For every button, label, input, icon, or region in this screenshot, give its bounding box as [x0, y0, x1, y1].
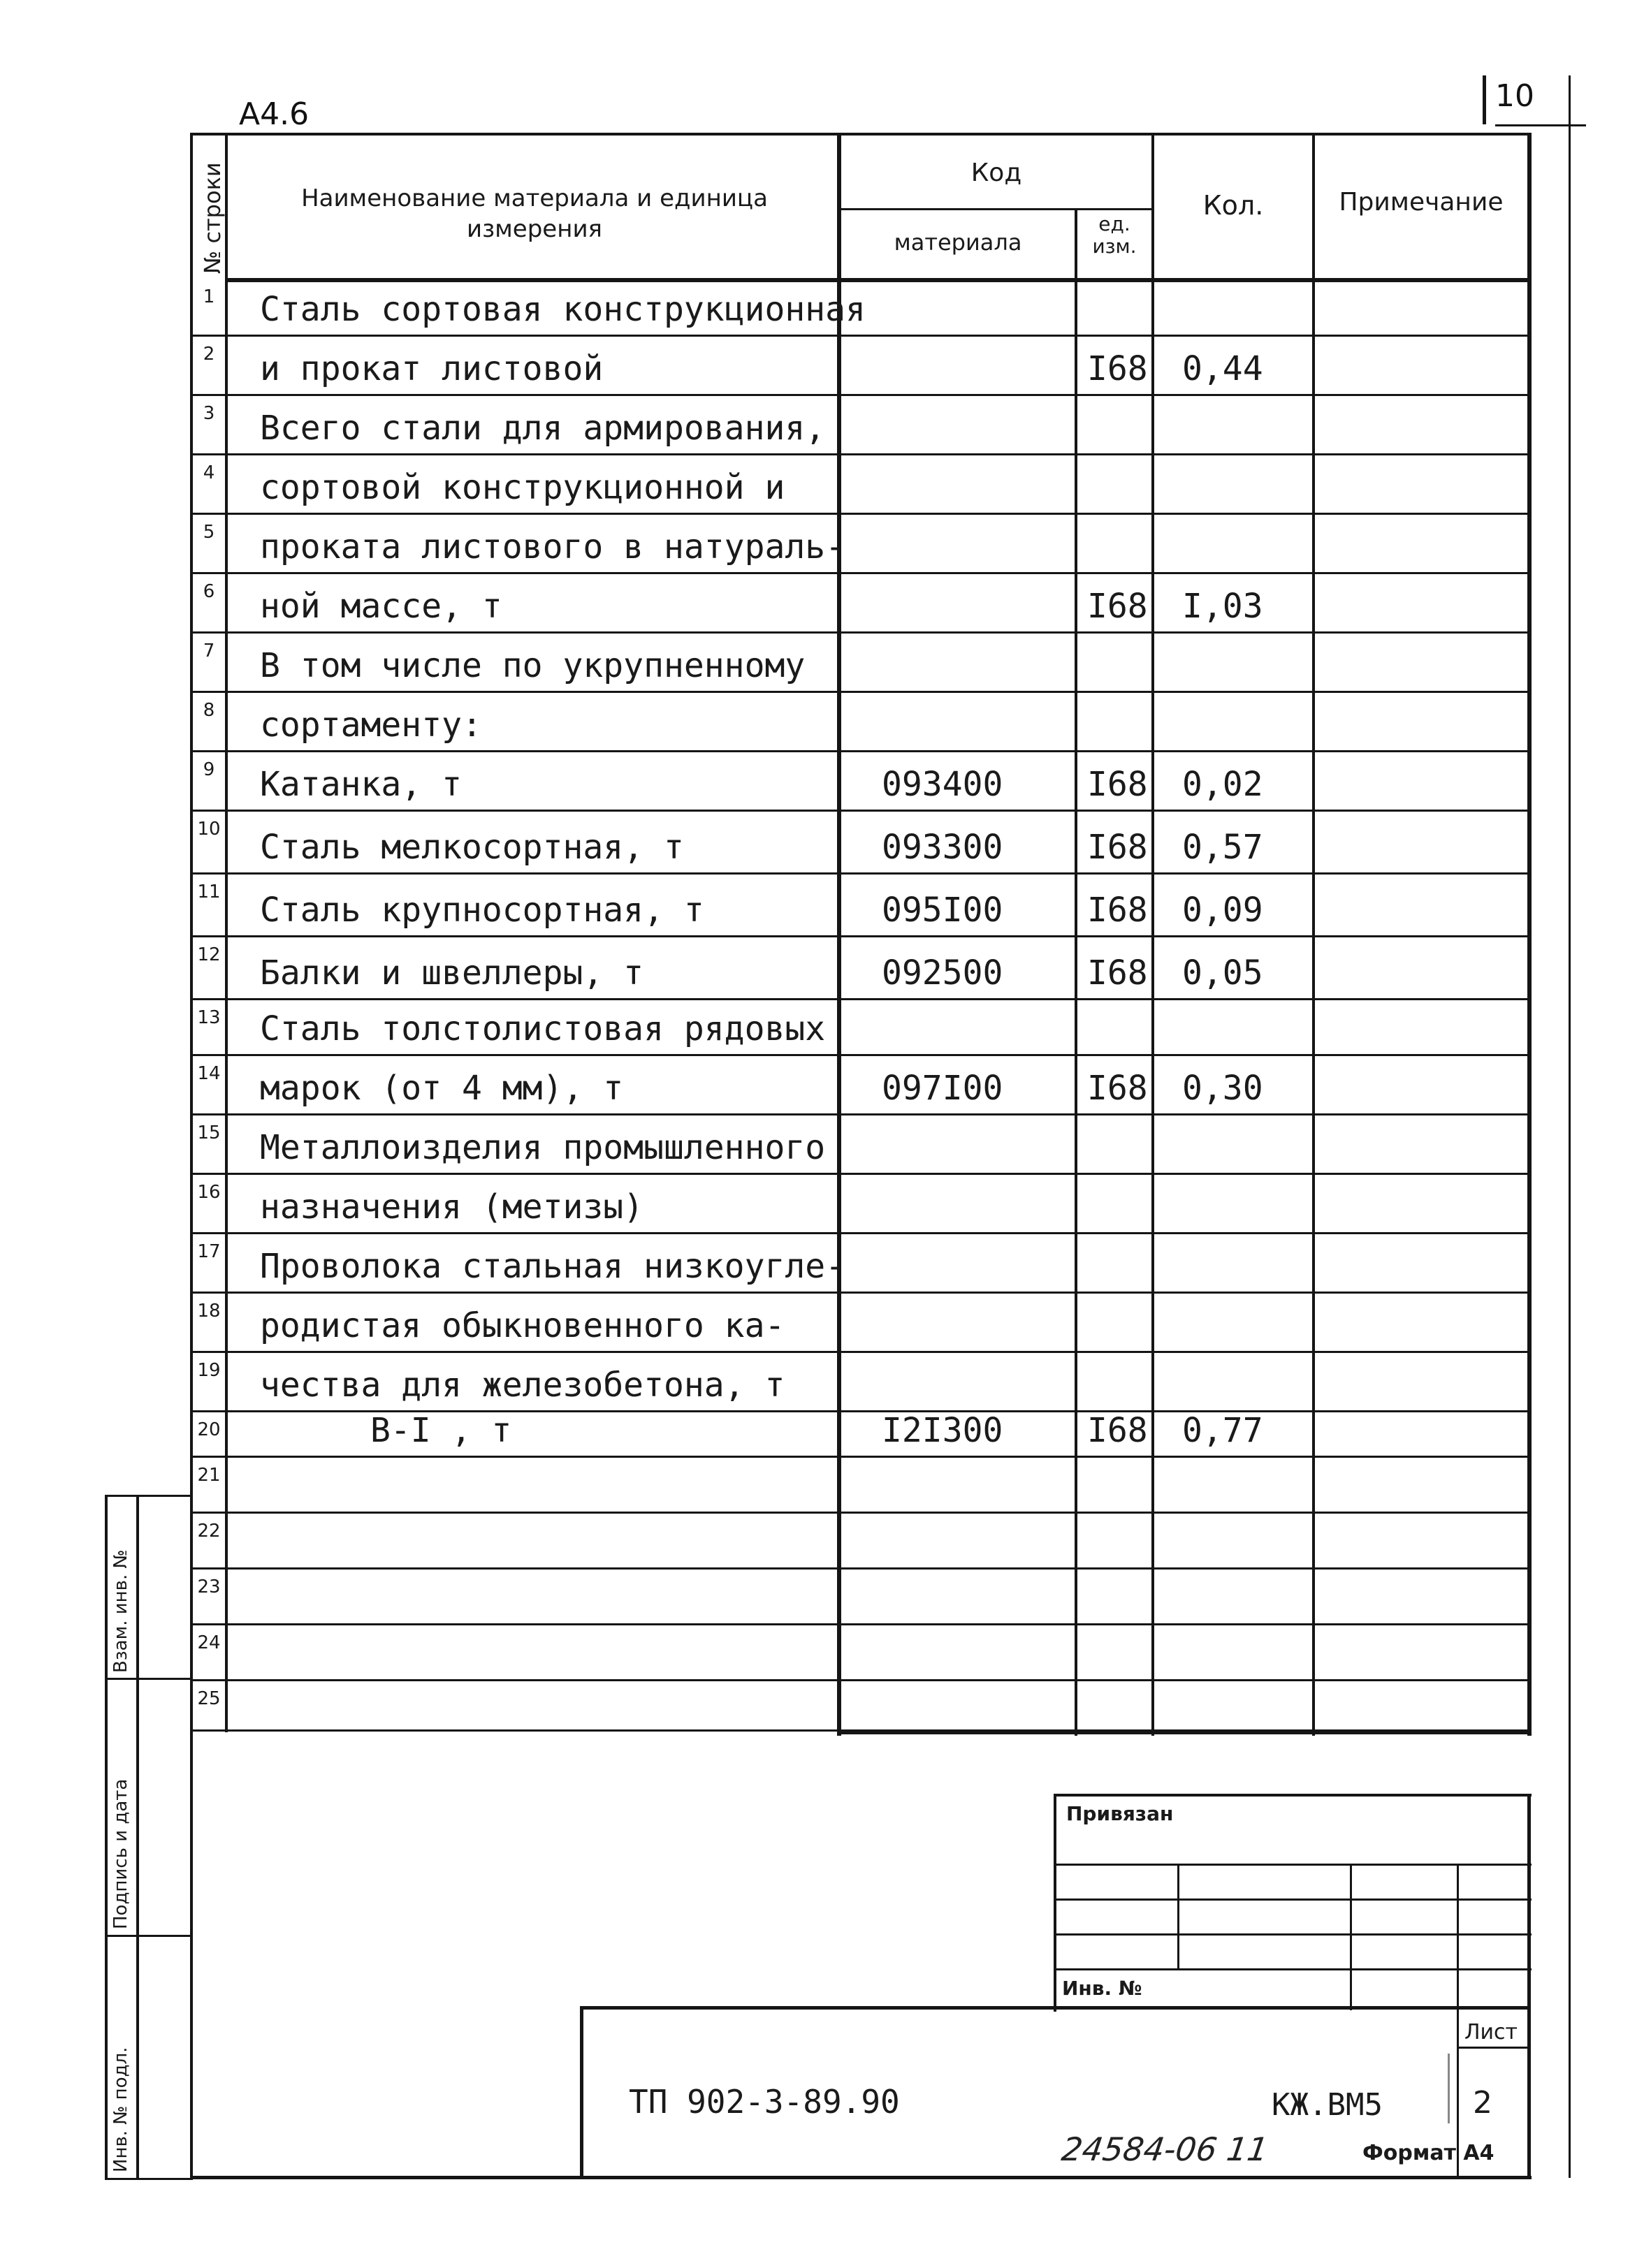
table-row	[0, 455, 1651, 515]
row-number: 24	[197, 1632, 221, 1653]
side-stamp-divider-1	[105, 1678, 193, 1680]
stamp-sheet-label: Лист	[1464, 2020, 1518, 2044]
stamp-bound-col2	[1350, 1864, 1352, 2010]
table-row	[0, 1234, 1651, 1294]
stamp-bound-top	[1054, 1794, 1532, 1797]
footer-handwritten-number: 24584-06 11	[1059, 2130, 1271, 2168]
row-unit-code: I68	[1087, 349, 1148, 388]
table-row	[0, 812, 1651, 875]
table-row	[0, 752, 1651, 812]
row-unit-code: I68	[1087, 891, 1148, 930]
stamp-document-code: ТП 902-3-89.90	[629, 2083, 900, 2121]
row-material-code: I2I300	[882, 1411, 1003, 1450]
row-number: 11	[197, 881, 221, 902]
row-number: 7	[203, 641, 215, 661]
side-stamp-bottom	[105, 2178, 193, 2180]
row-number: 2	[203, 344, 215, 365]
row-quantity: 0,30	[1182, 1069, 1263, 1108]
side-label-sign-date: Подпись и дата	[110, 1778, 131, 1929]
row-unit-code: I68	[1087, 587, 1148, 626]
row-material-name: сортовой конструкционной и	[260, 468, 785, 507]
table-row	[0, 1353, 1651, 1412]
stamp-bound-left	[1054, 1794, 1056, 2012]
header-qty: Кол.	[1202, 190, 1264, 221]
row-number: 19	[197, 1360, 221, 1381]
table-row	[0, 1625, 1651, 1681]
table-row	[0, 337, 1651, 396]
row-material-code: 093300	[882, 828, 1003, 867]
row-number: 25	[197, 1688, 221, 1709]
stamp-bound-row2	[1054, 1898, 1532, 1901]
row-material-name: Проволока стальная низкоугле-	[260, 1247, 846, 1286]
top-sheet-divider	[1483, 75, 1486, 124]
row-quantity: 0,09	[1182, 891, 1263, 930]
row-material-name: Сталь толстолистовая рядовых	[260, 1009, 826, 1048]
stamp-bound-row1	[1054, 1864, 1532, 1866]
row-number: 12	[197, 944, 221, 965]
row-quantity: I,03	[1182, 587, 1263, 626]
footer-format-label: Формат А4	[1362, 2141, 1494, 2165]
sheet-number-top: 10	[1495, 78, 1534, 114]
table-row	[0, 693, 1651, 752]
side-stamp-left	[105, 1495, 108, 2179]
table-row	[0, 1115, 1651, 1175]
row-unit-code: I68	[1087, 1411, 1148, 1450]
stamp-bound-col1	[1177, 1864, 1179, 1968]
table-row	[0, 1056, 1651, 1115]
row-quantity: 0,05	[1182, 953, 1263, 993]
header-name: Наименование материала и единица измерения	[301, 184, 768, 243]
table-row	[0, 1412, 1651, 1458]
row-material-code: 095I00	[882, 891, 1003, 930]
row-number: 5	[203, 522, 215, 543]
row-quantity: 0,02	[1182, 765, 1263, 804]
side-stamp-top	[105, 1495, 193, 1497]
row-material-name: и прокат листовой	[260, 349, 604, 388]
row-unit-code: I68	[1087, 953, 1148, 993]
row-material-name: назначения (метизы)	[260, 1187, 644, 1227]
row-material-name: Катанка, т	[260, 765, 462, 804]
stamp-bottom-border	[190, 2176, 1532, 2179]
row-number: 6	[203, 581, 215, 602]
row-material-name: Сталь крупносортная, т	[260, 891, 704, 930]
table-row	[0, 875, 1651, 937]
row-number: 4	[203, 462, 215, 483]
row-number: 15	[197, 1122, 221, 1143]
row-number: 1	[203, 286, 215, 307]
table-top-border	[190, 133, 1532, 136]
side-stamp-mid	[136, 1495, 139, 2179]
header-code: Код	[970, 159, 1022, 187]
header-note: Примечание	[1339, 188, 1504, 217]
row-number: 17	[197, 1241, 221, 1262]
row-number: 16	[197, 1182, 221, 1203]
stamp-right	[1527, 1794, 1531, 2178]
table-row	[0, 574, 1651, 634]
row-number: 20	[197, 1419, 221, 1440]
row-unit-code: I68	[1087, 765, 1148, 804]
header-row-number: № строки	[199, 162, 226, 274]
row-number: 18	[197, 1301, 221, 1322]
row-material-name: Сталь мелкосортная, т	[260, 828, 684, 867]
row-unit-code: I68	[1087, 1069, 1148, 1108]
row-number: 9	[203, 759, 215, 780]
row-number: 3	[203, 403, 215, 424]
table-row	[0, 1681, 1651, 1732]
side-label-inv-orig: Инв. № подл.	[110, 2047, 131, 2172]
stamp-bound-row3	[1054, 1933, 1532, 1936]
row-material-name: сортаменту:	[260, 705, 482, 745]
table-row	[0, 1514, 1651, 1570]
row-material-name: Сталь сортовая конструкционная	[260, 290, 866, 329]
table-row	[0, 1458, 1651, 1514]
row-material-code: 092500	[882, 953, 1003, 993]
side-label-replace-inv: Взам. инв. №	[110, 1549, 131, 1673]
table-row	[0, 396, 1651, 455]
stamp-sheet-divider	[1457, 2047, 1530, 2049]
row-number: 13	[197, 1007, 221, 1028]
row-material-name: В-I , т	[370, 1411, 512, 1450]
table-row	[0, 515, 1651, 574]
row-number: 23	[197, 1576, 221, 1597]
row-number: 22	[197, 1521, 221, 1542]
row-material-name: Всего стали для армирования,	[260, 409, 826, 448]
code-subheader-line	[841, 208, 1151, 210]
table-row	[0, 634, 1651, 693]
table-row	[0, 1000, 1651, 1056]
header-unit: ед. изм.	[1092, 212, 1137, 258]
row-number: 10	[197, 819, 221, 840]
row-material-name: Балки и швеллеры, т	[260, 953, 644, 993]
row-number: 21	[197, 1465, 221, 1486]
stamp-inv-no: Инв. №	[1062, 1977, 1142, 2000]
row-unit-code: I68	[1087, 828, 1148, 867]
table-row	[0, 937, 1651, 1000]
stamp-bound-col3	[1457, 1864, 1459, 2178]
row-quantity: 0,77	[1182, 1411, 1263, 1450]
stamp-title-left	[580, 2006, 583, 2178]
stamp-sheet-mark	[1448, 2054, 1450, 2123]
stamp-sheet-value: 2	[1473, 2085, 1492, 2121]
row-quantity: 0,57	[1182, 828, 1263, 867]
row-material-name: марок (от 4 мм), т	[260, 1069, 624, 1108]
top-sheet-underline	[1495, 124, 1586, 126]
stamp-title-top	[580, 2006, 1530, 2010]
table-row	[0, 1294, 1651, 1353]
row-material-name: чества для железобетона, т	[260, 1366, 785, 1405]
stamp-bound-row4	[1054, 1968, 1532, 1970]
row-material-name: В том числе по укрупненному	[260, 646, 806, 685]
page-corner-label: А4.6	[239, 96, 310, 132]
row-material-code: 093400	[882, 765, 1003, 804]
row-material-name: родистая обыкновенного ка-	[260, 1306, 785, 1345]
row-material-name: Металлоизделия промышленного	[260, 1128, 826, 1167]
stamp-bound-to: Привязан	[1066, 1802, 1174, 1825]
stamp-drawing-code: КЖ.ВМ5	[1272, 2087, 1383, 2123]
table-row	[0, 279, 1651, 337]
row-quantity: 0,44	[1182, 349, 1263, 388]
table-row	[0, 1175, 1651, 1234]
side-stamp-divider-2	[105, 1935, 193, 1937]
row-material-name: ной массе, т	[260, 587, 502, 626]
table-row	[0, 1570, 1651, 1625]
header-material: материала	[894, 229, 1022, 256]
row-material-code: 097I00	[882, 1069, 1003, 1108]
row-number: 8	[203, 700, 215, 721]
row-material-name: проката листового в натураль-	[260, 527, 846, 566]
row-number: 14	[197, 1063, 221, 1084]
